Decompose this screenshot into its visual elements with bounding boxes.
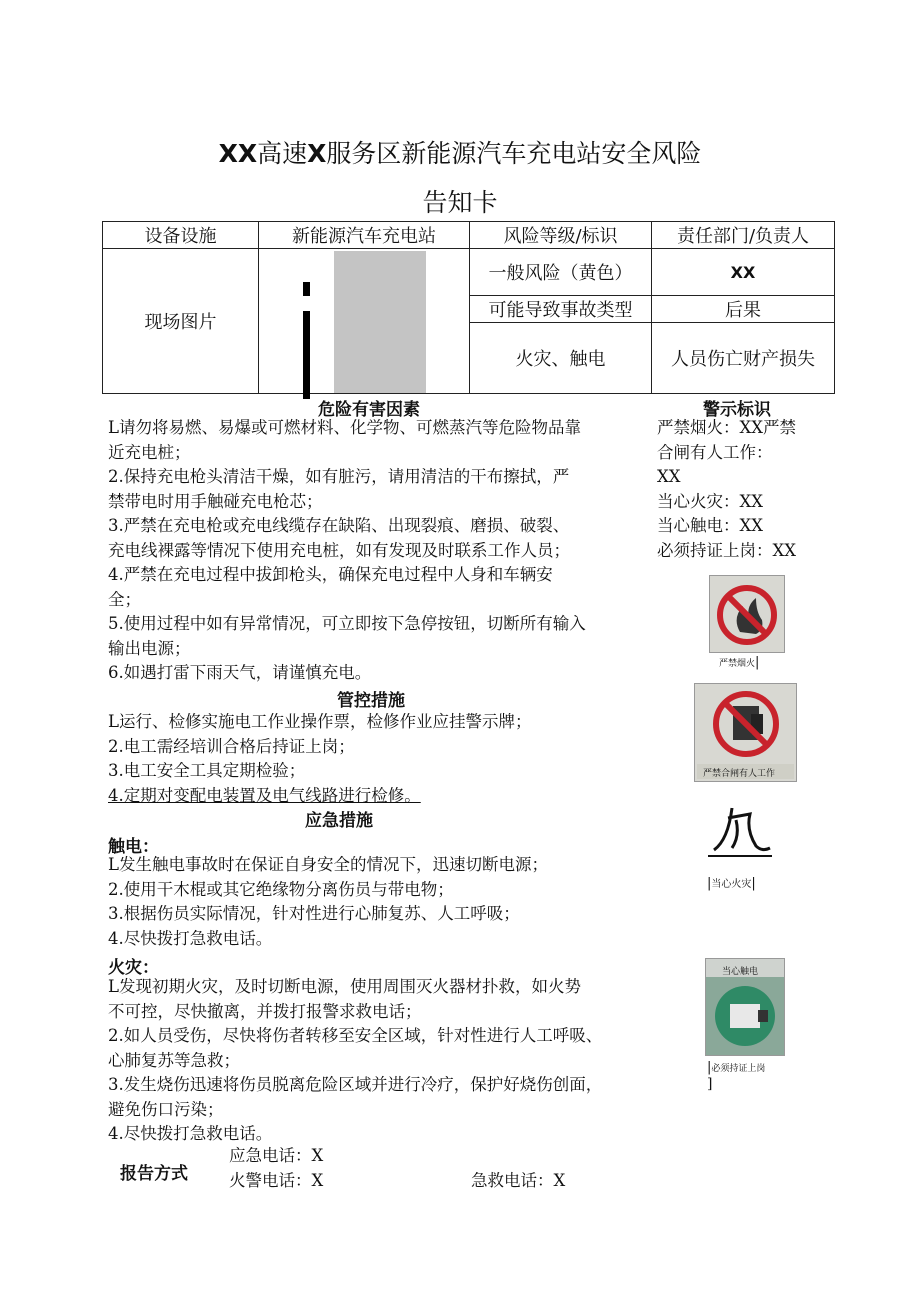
fire-heading: 火灾： (108, 958, 159, 978)
warning-line: 当心火灾：XX (657, 491, 763, 511)
shock-line: 4.尽快拨打急救电话。 (108, 928, 273, 948)
controls-heading: 管控措施 (337, 691, 405, 711)
fire-line: 2.如人员受伤，尽快将伤者转移至安全区域，针对性进行人工呼吸、 (108, 1026, 603, 1045)
photo-label: 现场图片 (103, 249, 259, 394)
hazard-line: 6.如遇打雷下雨天气，请谨慎充电。 (108, 663, 372, 682)
hazard-line: 充电线裸露等情况下使用充电桩，如有发现及时联系工作人员； (108, 540, 570, 560)
no-fire-caption: 严禁烟火| (719, 655, 760, 670)
ambulance-phone: 急救电话：X (471, 1171, 566, 1190)
responsible-value: XX (652, 249, 835, 296)
warning-line: 合闸有人工作： (657, 442, 773, 462)
fire-line: 3.发生烧伤迅速将伤员脱离危险区域并进行冷疗，保护好烧伤创面， (108, 1075, 603, 1094)
no-fire-sign (709, 575, 785, 653)
accident-type-label: 可能导致事故类型 (470, 296, 652, 323)
accident-type-value: 火灾、触电 (470, 323, 652, 394)
warning-line: XX (657, 467, 681, 486)
hazard-line: 全； (108, 589, 141, 609)
warning-line: 必须持证上岗：XX (657, 540, 796, 560)
fire-caution-sign (706, 800, 774, 868)
certification-sign (705, 958, 785, 1056)
hazards-list (108, 416, 653, 686)
certification-caption: |必须持证上岗 (707, 1060, 766, 1075)
fire-line: L发现初期火灾，及时切断电源，使用周围灭火器材扑救，如火势 (108, 977, 581, 996)
hazard-line: 输出电源； (108, 638, 191, 658)
warning-line: 当心触电：XX (657, 516, 763, 535)
risk-level-value: 一般风险（黄色） (470, 249, 652, 296)
col-risk-level: 风险等级/标识 (470, 222, 652, 249)
warning-signs-heading: 警示标识 (703, 400, 771, 420)
fire-line: 避免伤口污染； (108, 1099, 224, 1119)
col-responsible: 责任部门/负责人 (652, 222, 835, 249)
shock-caution-label: 当心触电 (722, 967, 759, 977)
site-photo (259, 249, 470, 394)
consequence-label: 后果 (652, 296, 835, 323)
consequence-value: 人员伤亡财产损失 (652, 323, 835, 394)
control-line: 3.电工安全工具定期检验； (108, 761, 306, 780)
hazard-line: L请勿将易燃、易爆或可燃材料、化学物、可燃蒸汽等危险物品靠 (108, 418, 581, 437)
fire-list (108, 975, 653, 1147)
no-switching-sign (694, 683, 797, 782)
hazard-line: 4.严禁在充电过程中拔卸枪头，确保充电过程中人身和车辆安 (108, 565, 553, 584)
shock-line: L发生触电事故时在保证自身安全的情况下，迅速切断电源； (108, 855, 548, 874)
hazard-line: 3.严禁在充电枪或充电线缆存在缺陷、出现裂痕、磨损、破裂、 (108, 516, 570, 535)
control-line: 4.定期对变配电装置及电气线路进行检修。 (108, 785, 421, 805)
emergency-heading: 应急措施 (305, 811, 373, 831)
col-equipment: 设备设施 (103, 222, 259, 249)
emergency-phone: 应急电话：X (229, 1146, 324, 1165)
fire-phone: 火警电话：X (229, 1171, 324, 1190)
hazard-line: 5.使用过程中如有异常情况，可立即按下急停按钮，切断所有输入 (108, 614, 586, 633)
fire-line: 4.尽快拨打急救电话。 (108, 1124, 273, 1143)
no-switching-caption: 严禁合闸有人工作 (703, 769, 776, 779)
shock-list (108, 853, 653, 951)
page-subtitle: 告知卡 (422, 188, 498, 217)
no-fire-icon (710, 576, 784, 652)
fire-caution-caption: |当心火灾| (707, 876, 756, 891)
shock-line: 2.使用干木棍或其它绝缘物分离伤员与带电物； (108, 879, 454, 899)
fire-caution-icon (706, 800, 774, 864)
shock-heading: 触电： (108, 837, 159, 857)
page-title: XX高速X服务区新能源汽车充电站安全风险 (218, 139, 702, 168)
warning-line: 严禁烟火：XX严禁 (657, 418, 796, 437)
fire-line: 心肺复苏等急救； (108, 1050, 240, 1070)
hazard-line: 2.保持充电枪头清洁干燥，如有脏污，请用清洁的干布擦拭，严 (108, 467, 570, 486)
shock-line: 3.根据伤员实际情况，针对性进行心肺复苏、人工呼吸； (108, 904, 520, 923)
hazards-heading: 危险有害因素 (318, 400, 420, 420)
controls-list (108, 710, 653, 808)
hazard-line: 近充电桩； (108, 442, 191, 462)
control-line: L运行、检修实施电工作业操作票，检修作业应挂警示牌； (108, 712, 532, 731)
warning-signs-list (657, 416, 837, 563)
control-line: 2.电工需经培训合格后持证上岗； (108, 736, 355, 756)
hazard-line: 禁带电时用手触碰充电枪芯； (108, 491, 323, 511)
fire-line: 不可控，尽快撤离，并拨打报警求救电话； (108, 1001, 422, 1021)
report-label: 报告方式 (120, 1164, 188, 1184)
col-station: 新能源汽车充电站 (259, 222, 470, 249)
bracket-mark: ] (707, 1076, 713, 1092)
info-table (102, 221, 835, 394)
